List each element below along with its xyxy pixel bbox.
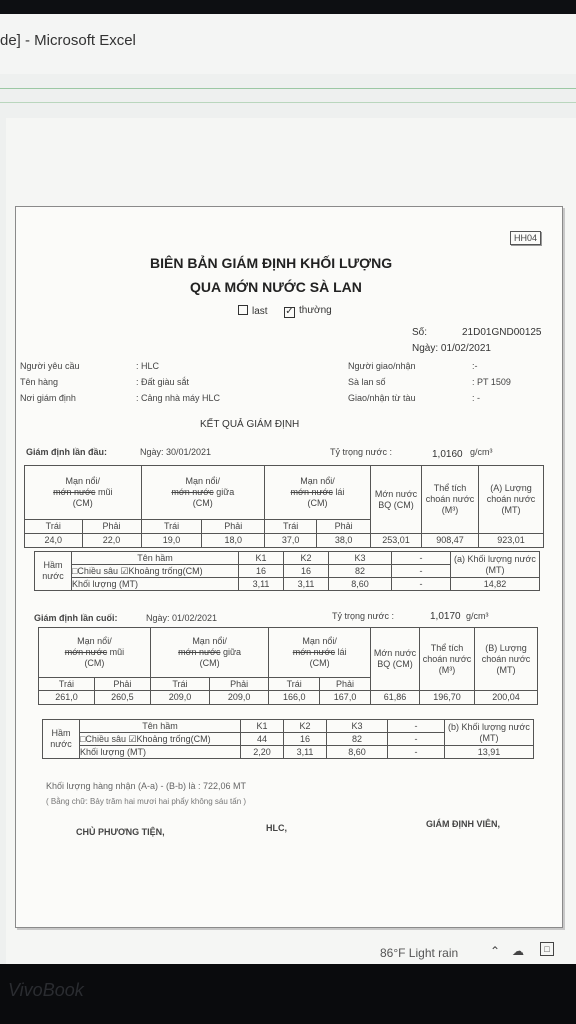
first-density-label: Tỷ trọng nước :: [330, 447, 392, 457]
k1-head: K1: [241, 720, 284, 733]
chieu-sau-label: □Chiều sâu ☑Khoảng trống(CM): [80, 733, 241, 746]
taskbar: [0, 944, 576, 964]
cell-luong-a: 923,01: [479, 534, 544, 548]
from-ship-value: : -: [472, 393, 480, 403]
last-draft-table: [38, 627, 538, 705]
head-phai: Phải: [317, 520, 371, 534]
cell-the-tich: 908,47: [422, 534, 479, 548]
cs-k3: 82: [327, 733, 388, 746]
so-label: Số:: [412, 327, 428, 338]
notification-icon[interactable]: □: [540, 942, 554, 956]
cell-lai-trai: 37,0: [264, 534, 316, 548]
doc-subtitle: QUA MỚN NƯỚC SÀ LAN: [190, 279, 362, 295]
cs-k1: 16: [239, 565, 284, 578]
signature-hlc: HLC,: [266, 823, 287, 833]
ballast-b-label: (b) Khối lượng nước (MT): [445, 720, 534, 746]
weather-widget[interactable]: 86°F Light rain: [380, 946, 459, 960]
so-value: 21D01GND00125: [462, 327, 542, 338]
option-thuong-label: thường: [299, 305, 332, 316]
last-survey-heading: Giám định lần cuối:: [34, 613, 118, 623]
cell-mon-bq: 61,86: [371, 691, 420, 705]
ribbon-divider: [0, 88, 576, 89]
head-trai: Trái: [269, 678, 320, 691]
head-mui: Mạn nổi/ mớn nước mũi (CM): [25, 466, 142, 520]
last-density-value: 1,0170: [430, 611, 461, 622]
head-giua: Mạn nổi/ mớn nước giữa (CM): [141, 466, 264, 520]
head-phai: Phải: [94, 678, 150, 691]
ten-ham-head: Tên hầm: [80, 720, 241, 733]
doc-title: BIÊN BẢN GIÁM ĐỊNH KHỐI LƯỢNG: [150, 255, 393, 271]
k1-head: K1: [239, 552, 284, 565]
head-phai: Phải: [210, 678, 269, 691]
k4-head: -: [388, 720, 445, 733]
cell-giua-trai: 19,0: [141, 534, 202, 548]
cs-k4: -: [388, 733, 445, 746]
cell-mui-phai: 260,5: [94, 691, 150, 705]
from-ship-label: Giao/nhận từ tàu: [348, 393, 416, 403]
head-lai: Mạn nổi/ mớn nước lái (CM): [269, 628, 371, 678]
head-phai: Phải: [320, 678, 371, 691]
kl-k2: 3,11: [284, 578, 329, 591]
cloud-icon[interactable]: ☁: [512, 944, 524, 958]
k2-head: K2: [284, 552, 329, 565]
head-giua: Mạn nổi/ mớn nước giữa (CM): [150, 628, 268, 678]
head-phai: Phải: [82, 520, 141, 534]
last-density-label: Tỷ trọng nước :: [332, 611, 394, 621]
form-code: HH04: [510, 231, 541, 245]
head-the-tich: Thể tích choán nước (M³): [422, 466, 479, 534]
deliverer-label: Người giao/nhận: [348, 361, 416, 371]
cell-luong-b: 200,04: [475, 691, 538, 705]
cs-k4: -: [392, 565, 451, 578]
head-luong-b: (B) Lượng choán nước (MT): [475, 628, 538, 691]
head-trai: Trái: [39, 678, 95, 691]
cs-k2: 16: [284, 565, 329, 578]
first-density-unit: g/cm³: [470, 447, 493, 457]
formula-divider: [0, 102, 576, 103]
option-last-label: last: [252, 306, 268, 317]
laptop-brand: VivoBook: [8, 980, 84, 1000]
cell-mui-trai: 24,0: [25, 534, 83, 548]
goods-label: Tên hàng: [20, 377, 59, 387]
cell-lai-trai: 166,0: [269, 691, 320, 705]
cell-mui-trai: 261,0: [39, 691, 95, 705]
chevron-up-icon[interactable]: ⌃: [490, 944, 501, 958]
option-last[interactable]: [238, 305, 268, 317]
signature-owner: CHỦ PHƯƠNG TIỆN,: [76, 827, 165, 837]
k2-head: K2: [284, 720, 327, 733]
first-draft-table: [24, 465, 544, 548]
doc-date: Ngày: 01/02/2021: [412, 343, 491, 354]
ballast-a-value: 14,82: [451, 578, 540, 591]
cs-k1: 44: [241, 733, 284, 746]
kl-k1: 3,11: [239, 578, 284, 591]
khoi-luong-label: Khối lượng (MT): [72, 578, 239, 591]
deliverer-value: :-: [472, 361, 478, 371]
k4-head: -: [392, 552, 451, 565]
k3-head: K3: [327, 720, 388, 733]
head-mon-bq: Mớn nước BQ (CM): [371, 466, 422, 534]
kl-k3: 8,60: [327, 746, 388, 759]
chieu-sau-label: □Chiều sâu ☑Khoảng trống(CM): [72, 565, 239, 578]
kl-k2: 3,11: [284, 746, 327, 759]
print-preview-page: [15, 206, 563, 928]
screen: [0, 14, 576, 964]
head-mui: Mạn nổi/ mớn nước mũi (CM): [39, 628, 151, 678]
head-phai: Phải: [202, 520, 265, 534]
ballast-a-label: (a) Khối lượng nước (MT): [451, 552, 540, 578]
first-survey-date: Ngày: 30/01/2021: [140, 447, 212, 457]
first-ballast-table: [34, 551, 540, 591]
cell-giua-phai: 18,0: [202, 534, 265, 548]
laptop-bezel: [0, 964, 576, 1024]
head-trai: Trái: [150, 678, 209, 691]
checkbox-checked-icon: ✓: [285, 306, 294, 317]
signature-surveyor: GIÁM ĐỊNH VIÊN,: [426, 819, 501, 829]
cell-lai-phai: 38,0: [317, 534, 371, 548]
requester-value: : HLC: [136, 361, 160, 371]
cell-mui-phai: 22,0: [82, 534, 141, 548]
head-luong-a: (A) Lượng choán nước (MT): [479, 466, 544, 534]
head-trai: Trái: [141, 520, 202, 534]
title-bar: [0, 14, 576, 74]
window-title: de] - Microsoft Excel: [0, 32, 136, 49]
ten-ham-head: Tên hầm: [72, 552, 239, 565]
kl-k1: 2,20: [241, 746, 284, 759]
last-density-unit: g/cm³: [466, 611, 489, 621]
first-density-value: 1,0160: [432, 449, 463, 460]
ham-label: Hầm nước: [43, 720, 80, 759]
result-heading: KẾT QUẢ GIÁM ĐỊNH: [200, 419, 300, 430]
result-words: ( Bằng chữ: Bảy trăm hai mươi hai phẩy không sáu tấn ): [46, 797, 247, 806]
kl-k4: -: [392, 578, 451, 591]
checkbox-last-icon: [238, 305, 248, 315]
cell-lai-phai: 167,0: [320, 691, 371, 705]
ham-label: Hầm nước: [35, 552, 72, 591]
head-the-tich: Thể tích choán nước (M³): [420, 628, 475, 691]
cell-giua-phai: 209,0: [210, 691, 269, 705]
place-label: Nơi giám định: [20, 393, 76, 403]
khoi-luong-label: Khối lượng (MT): [80, 746, 241, 759]
cell-mon-bq: 253,01: [371, 534, 422, 548]
barge-label: Sà lan số: [348, 377, 386, 387]
cell-the-tich: 196,70: [420, 691, 475, 705]
head-lai: Mạn nổi/ mớn nước lái (CM): [264, 466, 370, 520]
cs-k2: 16: [284, 733, 327, 746]
goods-value: : Đất giàu sắt: [136, 377, 190, 387]
last-survey-date: Ngày: 01/02/2021: [146, 613, 218, 623]
option-thuong[interactable]: [284, 305, 332, 318]
kl-k3: 8,60: [329, 578, 392, 591]
head-mon-bq: Mớn nước BQ (CM): [371, 628, 420, 691]
requester-label: Người yêu cầu: [20, 361, 80, 371]
ballast-b-value: 13,91: [445, 746, 534, 759]
cs-k3: 82: [329, 565, 392, 578]
place-value: : Cảng nhà máy HLC: [136, 393, 221, 403]
cell-giua-trai: 209,0: [150, 691, 209, 705]
head-trai: Trái: [25, 520, 83, 534]
last-ballast-table: [42, 719, 534, 759]
first-survey-heading: Giám định lần đầu:: [26, 447, 108, 457]
barge-value: : PT 1509: [472, 377, 511, 387]
head-trai: Trái: [264, 520, 316, 534]
kl-k4: -: [388, 746, 445, 759]
result-line: Khối lượng hàng nhận (A-a) - (B-b) là : 722,06 MT: [46, 781, 247, 791]
k3-head: K3: [329, 552, 392, 565]
